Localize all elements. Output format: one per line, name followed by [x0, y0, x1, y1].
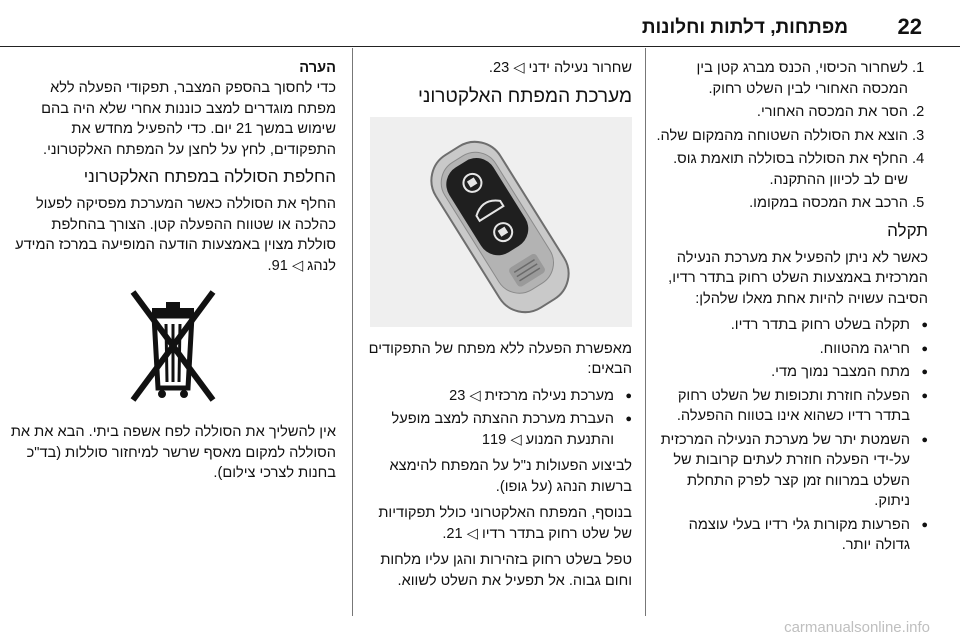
list-item: ● הפרעות מקורות גלי רדיו בעלי עוצמה גדולה יותר.	[656, 515, 910, 556]
key-fob-icon	[370, 117, 632, 327]
list-item: ● מערכת נעילה מרכזית ◁ 23	[364, 386, 614, 407]
watermark: carmanualsonline.info	[784, 619, 930, 636]
list-item: ● העברת מערכת ההצתה למצב מופעל והתנעת המנוע ◁ 119	[364, 409, 614, 450]
key-presence-paragraph: לביצוע הפעולות נ"ל על המפתח להימצא ברשות הנהג (על גופו).	[389, 458, 632, 495]
fault-heading: תקלה	[887, 220, 928, 240]
note-box	[10, 58, 336, 160]
note-title: הערה	[299, 60, 336, 76]
column-divider-left	[352, 48, 353, 616]
step-item: 5. הרכב את המכסה במקומו.	[656, 193, 908, 214]
column-right	[656, 58, 928, 562]
care-paragraph: טפל בשלט רחוק בזהירות והגן עליו מלחות וחום גבוה. אל תפעיל את השלט לשווא.	[380, 552, 632, 589]
battery-steps-list	[656, 58, 928, 214]
crossed-out-bin-icon	[78, 286, 268, 406]
list-item: ● השמטת יתר של מערכת הנעילה המרכזית על-ידי הפעלה חוזרת לעתים קרובות של השלט במרווח זמן קצר לפרק התחלת ניתוק.	[656, 430, 910, 512]
list-item: ● תקלה בשלט רחוק בתדר רדיו.	[656, 315, 910, 336]
crossed-bin-illustration	[78, 286, 268, 406]
fault-intro: כאשר לא ניתן להפעיל את מערכת הנעילה המרכזית באמצעות השלט רחוק בתדר רדיו, הסיבה עשויה להיות אחת מאלו שלהלן:	[668, 249, 928, 307]
list-item: ● חריגה מהטווח.	[656, 339, 910, 360]
keyless-intro: מאפשרת הפעלה ללא מפתח של התפקודים הבאים:	[368, 340, 632, 377]
step-item: 1. לשחרור הכיסוי, הכנס מברג קטן בין המכסה האחורי לבין השלט רחוק.	[656, 58, 908, 99]
column-middle	[364, 58, 632, 597]
column-divider-right	[645, 48, 646, 616]
page-number: 22	[897, 14, 922, 39]
section-heading-battery-replacement: החלפת הסוללה במפתח האלקטרוני	[83, 167, 336, 186]
column-left	[10, 58, 336, 490]
fault-causes-list	[656, 315, 928, 556]
list-item: ● הפעלה חוזרת ותכופות של השלט רחוק בתדר רדיו כשהוא אינו בטווח ההפעלה.	[656, 386, 910, 427]
step-item: 3. הוצא את הסוללה השטוחה מהמקום שלה.	[656, 126, 908, 147]
battery-disposal-paragraph: אין להשליך את הסוללה לפח אשפה ביתי. הבא את את הסוללה למקום מאסף שרשר למיחזור סוללות (בד"כ בחנות לצרכי צילום).	[10, 424, 336, 481]
keyless-functions-list	[364, 386, 632, 451]
header-rule	[0, 46, 960, 47]
battery-replacement-paragraph: החלף את הסוללה כאשר המערכת מפסיקה לפעול כהלכה או שטווח ההפעלה קטן. הצורך בהחלפת סוללת מצוין באמצעות הודעה המופיעה במרכז המידע לנהג ◁ 91.	[15, 196, 336, 274]
step-item: 2. הסר את המכסה האחורי.	[656, 102, 908, 123]
manual-unlock-reference: שחרור נעילה ידני ◁ 23.	[488, 60, 632, 76]
note-text: כדי לחסוך בהספק המצבר, תפקודי הפעלה ללא מפתח מוגדרים למצב כוננות אחרי שלא היה בהם שימוש במשך 21 יום. כדי להפעיל מחדש את התפקודים, לחץ על לחצן על המפתח האלקטרוני.	[41, 80, 336, 158]
list-item: ● מתח המצבר נמוך מדי.	[656, 362, 910, 383]
step-item: 4. החלף את הסוללה בסוללה תואמת גוס. שים לב לכיוון ההתקנה.	[656, 149, 908, 190]
remote-function-paragraph: בנוסף, המפתח האלקטרוני כולל תפקודיות של שלט רחוק בתדר רדיו ◁ 21.	[378, 505, 632, 542]
key-fob-illustration	[370, 117, 632, 327]
section-heading-electronic-key: מערכת המפתח האלקטרוני	[418, 85, 632, 107]
page-header	[0, 0, 960, 48]
chapter-title: מפתחות, דלתות וחלונות	[641, 17, 848, 38]
